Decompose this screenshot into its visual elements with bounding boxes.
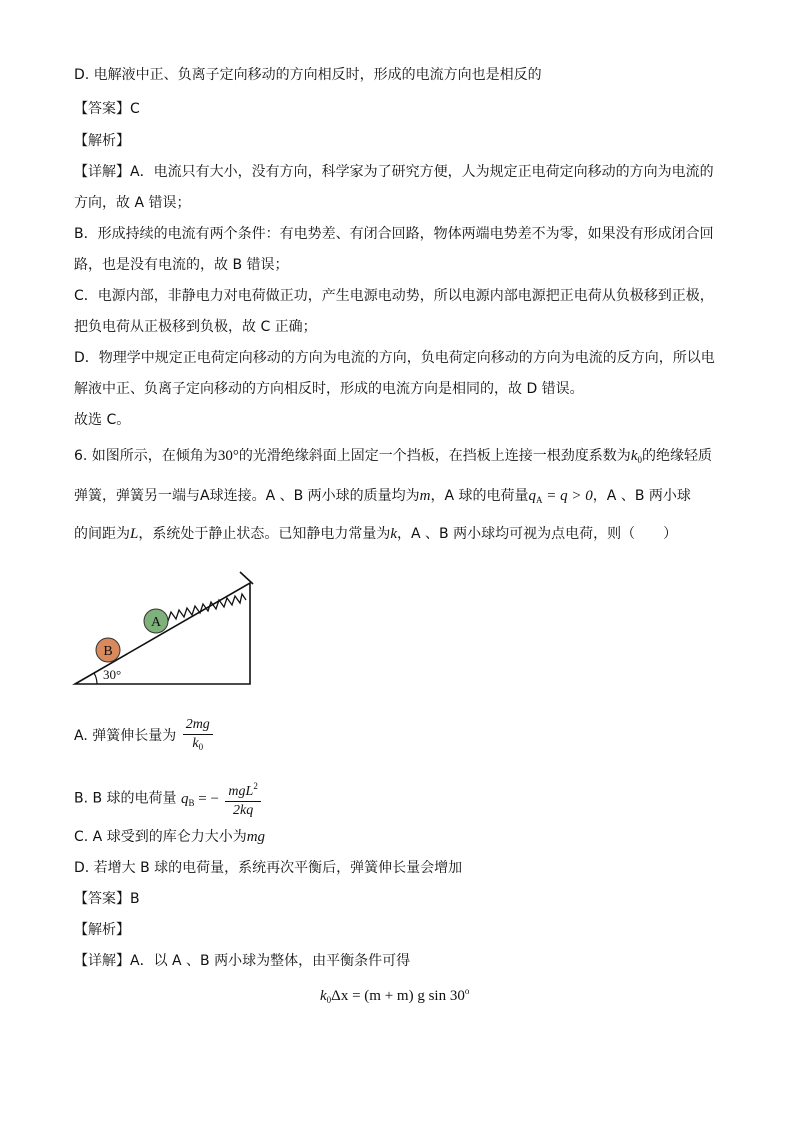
detail-line-6: 把负电荷从正极移到负极，故 C 正确； [74, 319, 317, 335]
prev-option-d: D. 电解液中正、负离子定向移动的方向相反时，形成的电流方向也是相反的 [74, 67, 542, 83]
detail-line-8: 解液中正、负离子定向移动的方向相反时，形成的电流方向是相同的，故 D 错误。 [74, 381, 584, 397]
option-a-text: A. 弹簧伸长量为 [74, 728, 177, 744]
option-b-charge: $q_B$ = − [181, 790, 219, 808]
q6-text-3a: 的间距为 [74, 526, 130, 542]
q6-text-3c: ，A 、B 两小球均可视为点电荷，则（ ） [397, 526, 678, 542]
q6-text-2a: 弹簧，弹簧另一端与A球连接。A 、B 两小球的质量均为 [74, 488, 420, 504]
angle-label: 30° [103, 667, 122, 682]
ball-a-label: A [150, 615, 162, 630]
q6-text-1c: 的绝缘轻质 [641, 448, 712, 464]
q6-mass: m [419, 488, 431, 504]
option-b-text: B. B 球的电荷量 [74, 790, 177, 807]
q6-coulomb-k: k [390, 526, 398, 542]
detail-line-2: 方向，故 A 错误； [74, 195, 191, 211]
question-6-line-1 [74, 446, 712, 470]
option-d[interactable]: D. 若增大 B 球的电荷量，系统再次平衡后，弹簧伸长量会增加 [74, 860, 463, 876]
option-c-mg: mg [246, 829, 266, 845]
conclusion-line: 故选 C。 [74, 412, 131, 428]
q6-text-3b: ，系统处于静止状态。已知静电力常量为 [138, 526, 391, 542]
option-c[interactable] [74, 827, 265, 847]
detail-answer-line: 【详解】A．以 A 、B 两小球为整体，由平衡条件可得 [74, 953, 411, 969]
q6-charge-a: $q_A = q > 0$ [528, 488, 593, 505]
detail-line-7: D．物理学中规定正电荷定向移动的方向为电流的方向，负电荷定向移动的方向为电流的反方向，所以电 [74, 350, 715, 366]
answer-label-1: 【答案】C [74, 101, 140, 117]
ball-b-label: B [103, 644, 113, 659]
barrier-plate [240, 572, 253, 584]
q6-text-2c: ，A 、B 两小球 [592, 488, 691, 504]
q6-text-1b: 的光滑绝缘斜面上固定一个挡板，在挡板上连接一根劲度系数为 [238, 448, 631, 464]
incline-figure [70, 560, 260, 690]
option-b[interactable] [74, 777, 263, 820]
detail-line-4: 路，也是没有电流的，故 B 错误； [74, 257, 289, 273]
answer-label-2: 【答案】B [74, 891, 140, 907]
angle-arc [94, 673, 97, 684]
question-6-line-2 [74, 486, 691, 510]
detail-line-1: 【详解】A．电流只有大小，没有方向，科学家为了研究方便，人为规定正电荷定向移动的方向为电流的 [74, 164, 714, 180]
option-a-fraction: $\frac{2mg}{k_0}$ [183, 716, 213, 756]
q6-angle: 30° [217, 448, 239, 464]
q6-distance: L [130, 526, 139, 542]
detail-line-3: B．形成持续的电流有两个条件：有电势差、有闭合回路，物体两端电势差不为零，如果没有形成闭合回 [74, 226, 714, 242]
q6-text-2b: ，A 球的电荷量 [430, 488, 529, 504]
option-a[interactable] [74, 716, 215, 756]
analysis-label-1: 【解析】 [74, 133, 130, 149]
q6-text-1a: 6. 如图所示，在倾角为 [74, 448, 218, 464]
analysis-label-2: 【解析】 [74, 922, 130, 938]
q6-k0: $k_0$ [630, 448, 642, 465]
option-b-fraction: $\frac{mgL^2}{2kq}$ [225, 777, 260, 820]
question-6-line-3 [74, 524, 677, 544]
detail-line-5: C．电源内部，非静电力对电荷做正功，产生电源电动势，所以电源内部电源把正电荷从负极移到正极， [74, 288, 714, 304]
equilibrium-equation: $k_0\Delta x = (m + m)$ g sin 30$^o$ [320, 986, 470, 1005]
option-c-text: C. A 球受到的库仑力大小为 [74, 829, 247, 845]
incline-triangle [75, 583, 250, 684]
